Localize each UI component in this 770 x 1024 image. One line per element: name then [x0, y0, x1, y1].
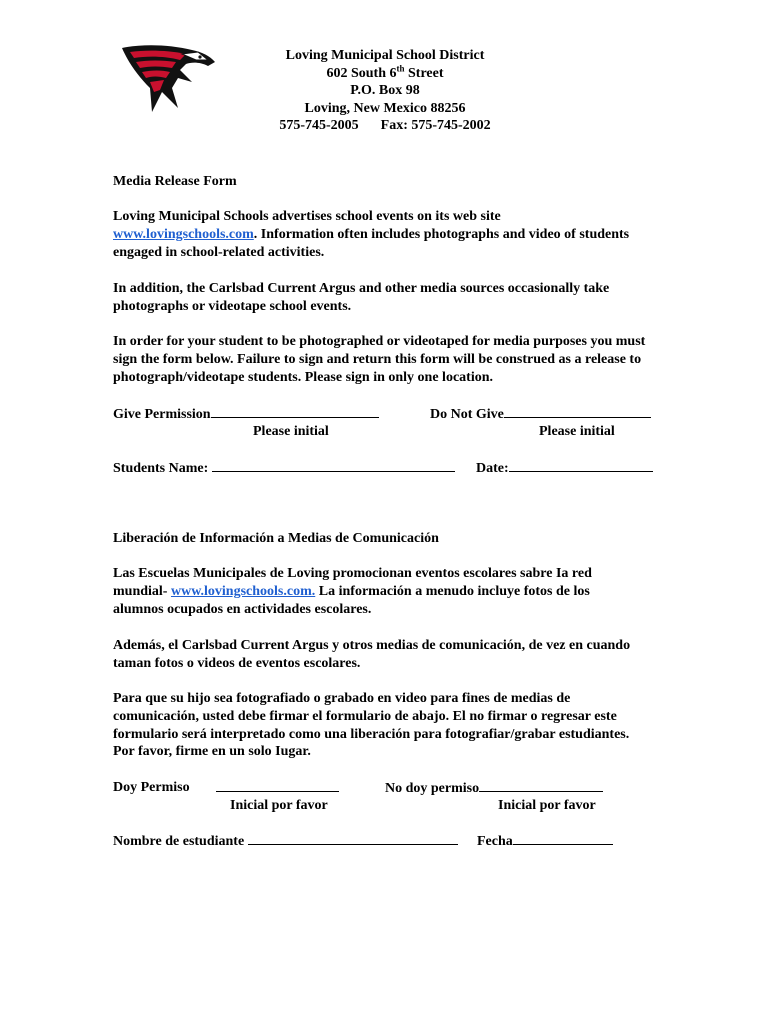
letterhead	[200, 47, 570, 135]
give-permission-line[interactable]	[211, 405, 379, 418]
english-paragraph-2: In addition, the Carlsbad Current Argus and other media sources occasionally take photographs or videotape school events.	[113, 281, 610, 314]
please-initial-label-2: Please initial	[539, 424, 615, 439]
po-box: P.O. Box 98	[350, 83, 420, 99]
no-doy-permiso-field	[385, 779, 603, 797]
do-not-give-line[interactable]	[504, 405, 651, 418]
website-link[interactable]: www.lovingschools.com	[113, 226, 254, 242]
website-link-es[interactable]: www.lovingschools.com.	[170, 583, 316, 599]
english-p1-text: Loving Municipal Schools advertises school events on its web site	[113, 209, 501, 224]
fax-number: Fax: 575-745-2002	[380, 118, 491, 134]
students-name-field	[113, 459, 455, 477]
give-permission-label: Give Permission	[113, 407, 211, 422]
give-permission-field	[113, 405, 379, 423]
spanish-paragraph-3: Para que su hijo sea fotografiado o grabado en video para fines de medias de comunicación, usted debe firmar el formulario de abajo. El no firmar o regresar este formulario será interpretado como una liberación para fotografiar/grabar estudiantes. Por favor, firme en un solo Iugar.	[113, 691, 630, 760]
fecha-line[interactable]	[513, 832, 613, 845]
city-state-zip: Loving, New Mexico 88256	[304, 100, 466, 116]
do-not-give-label: Do Not Give	[430, 407, 504, 422]
doy-permiso-label: Doy Permiso	[113, 780, 190, 795]
date-line[interactable]	[509, 459, 653, 472]
inicial-label-1: Inicial por favor	[230, 798, 328, 813]
nombre-field	[113, 832, 458, 850]
spanish-paragraph-2: Además, el Carlsbad Current Argus y otros medias de comunicación, de vez en cuando taman fotos o videos de eventos escolares.	[113, 638, 631, 671]
english-paragraph-1	[113, 208, 673, 261]
spanish-p1-text-end: La información a menudo incluye fotos de los alumnos ocupados en actividades escolares.	[113, 583, 590, 617]
contact-line	[200, 117, 570, 135]
ordinal-suffix: th	[396, 62, 405, 73]
date-label: Date:	[476, 461, 509, 476]
date-field	[476, 459, 653, 477]
district-name: Loving Municipal School District	[285, 48, 485, 63]
inicial-label-2: Inicial por favor	[498, 798, 596, 813]
spanish-paragraph-1	[113, 565, 643, 618]
english-paragraph-3: In order for your student to be photographed or videotaped for media purposes you must sign the form below. Failure to sign and return this form will be construed as a release to photograph/videotape students. Please sign in only one location.	[113, 334, 646, 385]
english-title: Media Release Form	[113, 174, 237, 189]
nombre-label: Nombre de estudiante	[113, 834, 245, 849]
street-name: Street	[404, 65, 444, 81]
no-doy-permiso-label: No doy permiso	[385, 781, 480, 796]
street-address	[200, 62, 570, 83]
doy-permiso-line[interactable]	[216, 779, 339, 792]
students-name-line[interactable]	[212, 459, 455, 472]
fecha-field	[477, 832, 613, 850]
spanish-title: Liberación de Información a Medias de Comunicación	[113, 531, 439, 546]
spanish-p1-text: Las Escuelas Municipales de Loving promocionan eventos escolares sabre Ia red mundial-	[113, 566, 592, 599]
do-not-give-field	[430, 405, 651, 423]
please-initial-label-1: Please initial	[253, 424, 329, 439]
english-p1-text-end: . Information often includes photographs and video of students engaged in school-related activities.	[113, 226, 630, 260]
nombre-line[interactable]	[248, 832, 458, 845]
no-doy-permiso-line[interactable]	[479, 779, 603, 792]
street-number: 602 South 6	[326, 65, 397, 81]
phone-number: 575-745-2005	[279, 118, 359, 134]
fecha-label: Fecha	[477, 834, 513, 849]
students-name-label: Students Name:	[113, 461, 209, 476]
